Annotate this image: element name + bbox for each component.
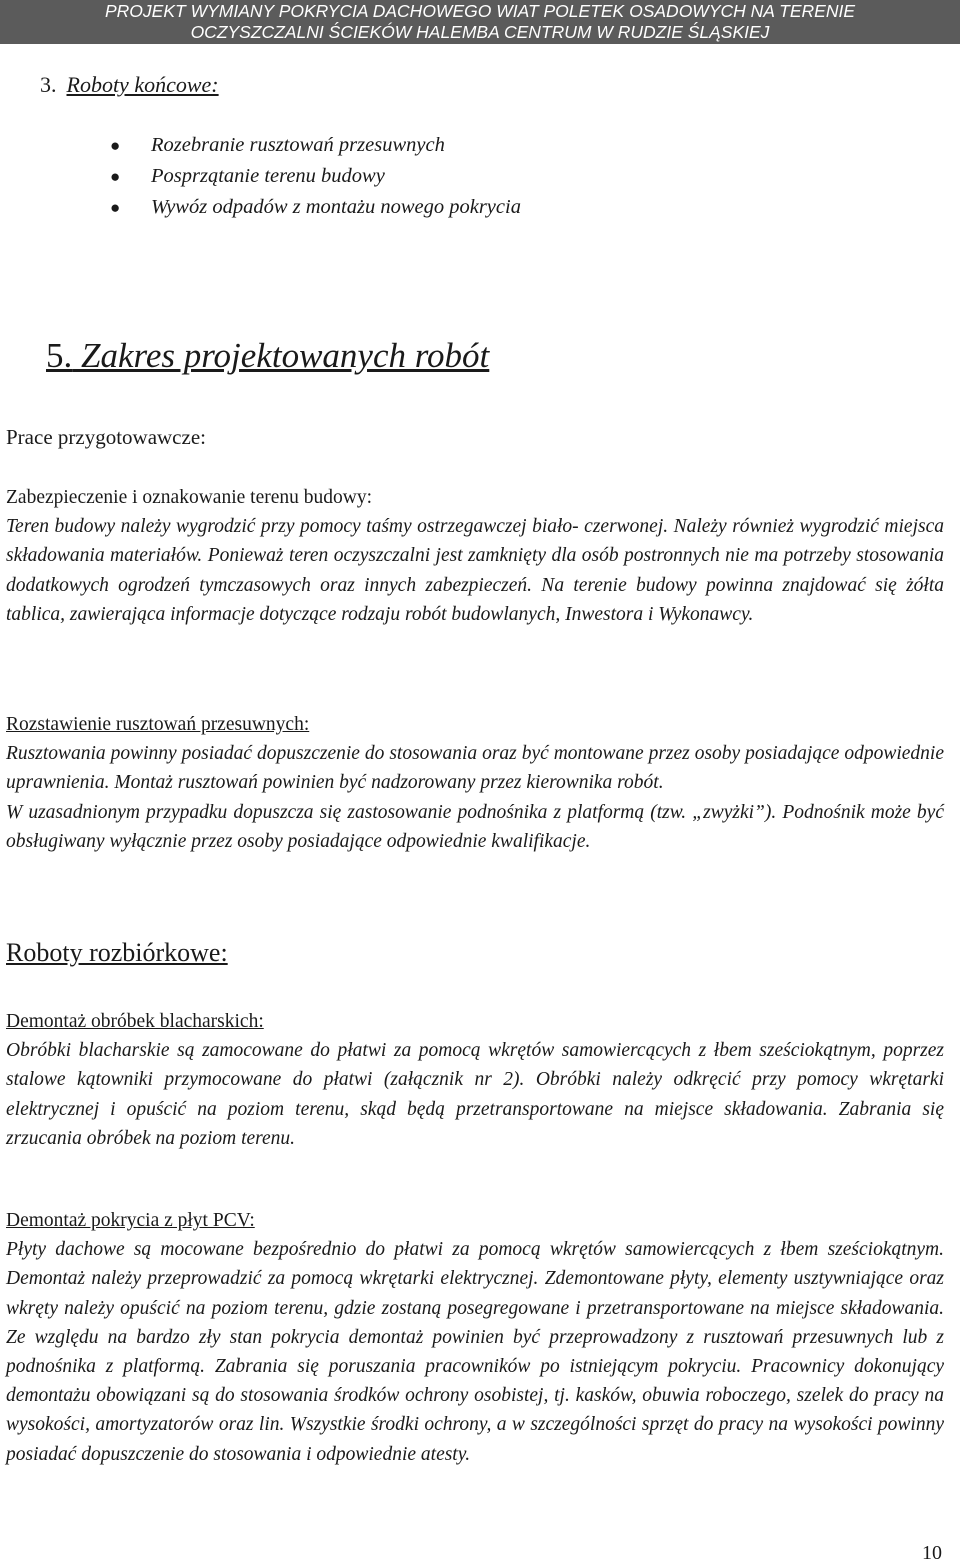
document-header [0, 0, 960, 44]
header-line-2: OCZYSZCZALNI ŚCIEKÓW HALEMBA CENTRUM W RUDZIE ŚLĄSKIEJ [190, 22, 770, 42]
section-3-list [110, 130, 521, 223]
bullet-icon: ● [110, 136, 121, 155]
section-5-number: 5. [46, 336, 73, 375]
obrobki-heading: Demontaż obróbek blacharskich: [6, 1011, 264, 1032]
obrobki-block [6, 1007, 944, 1153]
list-item: ● Posprzątanie terenu budowy [110, 161, 521, 192]
pcv-block [6, 1206, 944, 1469]
prace-heading: Prace przygotowawcze: [6, 425, 206, 449]
roboty-rozbiorkowe-heading: Roboty rozbiórkowe: [6, 938, 228, 967]
bullet-icon: ● [110, 167, 121, 186]
section-5-heading [46, 336, 489, 376]
rusztowania-block [6, 710, 944, 856]
section-3-title: Roboty końcowe: [66, 72, 219, 97]
pcv-heading: Demontaż pokrycia z płyt PCV: [6, 1210, 255, 1231]
section-3-number: 3. [40, 72, 57, 97]
list-item: ● Rozebranie rusztowań przesuwnych [110, 130, 521, 161]
obrobki-body: Obróbki blacharskie są zamocowane do płatwi za pomocą wkrętów samowiercących z łbem sześciokątnym, poprzez stalowe kątowniki przymocowane do płatwi (załącznik nr 2). Obróbki należy odkręcić przy pomocy wkrętarki elektrycznej i opuścić na poziom terenu, skąd będą przetransportowane na miejsce składowania. Zabrania się zrzucania obróbek na poziom terenu. [6, 1040, 944, 1149]
bullet-icon: ● [110, 198, 121, 217]
pcv-body: Płyty dachowe są mocowane bezpośrednio do płatwi za pomocą wkrętów samowiercących z łbem sześciokątnym. Demontaż należy przeprowadzić za pomocą wkrętarki elektrycznej. Zdemontowane płyty, elementy usztywniające oraz wkręty należy opuścić na poziom terenu, gdzie zostaną posegregowane i przetransportowane na miejsce składowania. Ze względu na bardzo zły stan pokrycia demontaż powinien być przeprowadzony z rusztowań przesuwnych lub z podnośnika z platformą. Zabrania się poruszania pracowników po istniejącym pokryciu. Pracownicy dokonujący demontażu obowiązani są do stosowania środków ochrony osobistej, tj. kasków, obuwia roboczego, szelek do pracy na wysokości, amortyzatorów oraz lin. Wszystkie środki ochrony, a w szczególności sprzęt do pracy na wysokości powinny posiadać dopuszczenie do stosowania i odpowiednie atesty. [6, 1239, 944, 1465]
list-item: ● Wywóz odpadów z montażu nowego pokrycia [110, 192, 521, 223]
header-line-1: PROJEKT WYMIANY POKRYCIA DACHOWEGO WIAT POLETEK OSADOWYCH NA TERENIE [105, 1, 855, 21]
page-number: 10 [922, 1542, 942, 1564]
section-5-title: Zakres projektowanych robót [81, 336, 490, 375]
zabezpieczenie-heading: Zabezpieczenie i oznakowanie terenu budowy: [6, 487, 372, 508]
rusztowania-body-2: W uzasadnionym przypadku dopuszcza się zastosowanie podnośnika z platformą (tzw. „zwyżki”). Podnośnik może być obsługiwany wyłącznie przez osoby posiadające odpowiednie kwalifikacje. [6, 801, 944, 852]
rusztowania-body-1: Rusztowania powinny posiadać dopuszczenie do stosowania oraz być montowane przez osoby posiadające odpowiednie uprawnienia. Montaż rusztowań powinien być nadzorowany przez kierownika robót. [6, 743, 944, 794]
zabezpieczenie-body: Teren budowy należy wygrodzić przy pomocy taśmy ostrzegawczej biało- czerwonej. Należy również wygrodzić miejsca składowania materiałów. Ponieważ teren oczyszczalni jest zamknięty dla osób postronnych nie ma potrzeby stosowania dodatkowych ogrodzeń tymczasowych oraz innych zabezpieczeń. Na terenie budowy powinna znajdować się żółta tablica, zawierająca informacje dotyczące rodzaju robót budowlanych, Inwestora i Wykonawcy. [6, 516, 944, 625]
zabezpieczenie-block [6, 483, 944, 629]
section-3-heading [40, 72, 219, 98]
rusztowania-heading: Rozstawienie rusztowań przesuwnych: [6, 714, 310, 735]
